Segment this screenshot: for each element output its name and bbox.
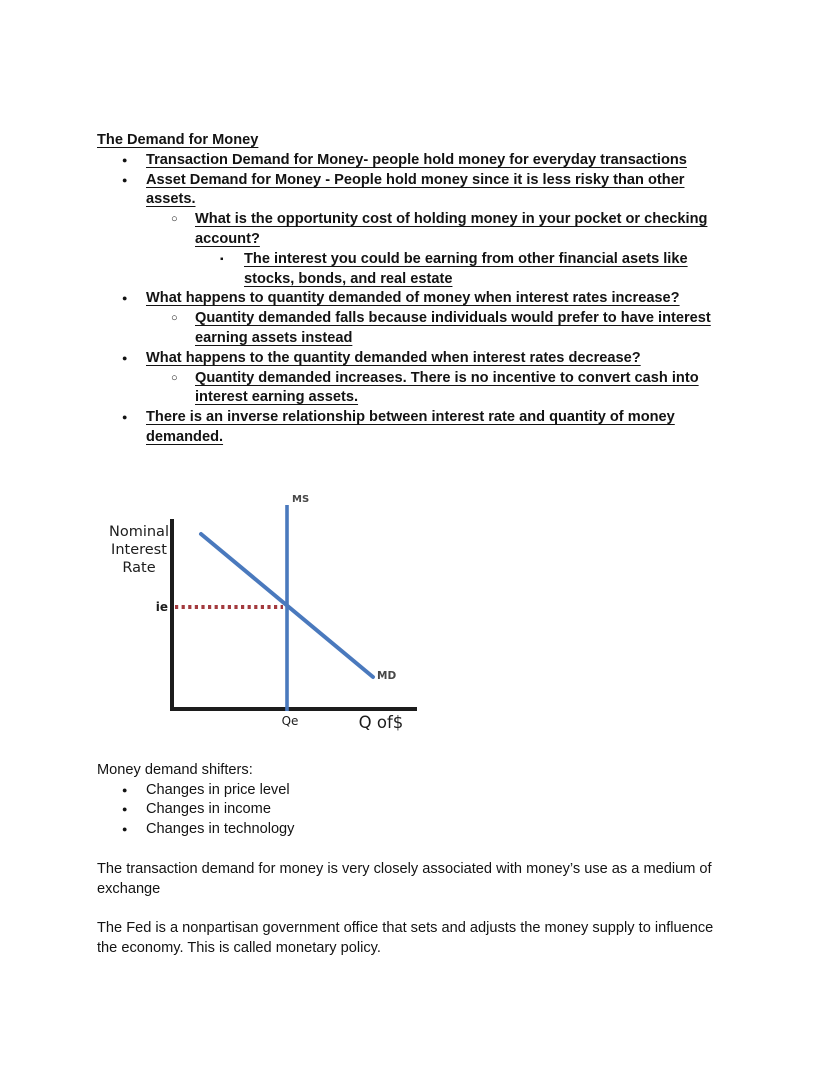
shifters-block [97, 761, 735, 840]
shifter-text: Changes in price level [146, 781, 290, 798]
paragraph-fed: The Fed is a nonpartisan government office that sets and adjusts the money supply to influence the economy. This is called monetary policy. [97, 920, 714, 956]
note-bullet [97, 289, 735, 309]
md-label: MD [377, 669, 397, 682]
shifter-text: Changes in technology [146, 821, 295, 838]
bullet-marker: ○ [171, 213, 178, 226]
note-bullet [97, 349, 735, 369]
qe-label: Qe [281, 713, 299, 728]
doc-title-text: The Demand for Money [97, 132, 259, 148]
shifter-text: Changes in income [146, 801, 271, 818]
note-bullet [97, 369, 735, 409]
bullet-marker: ● [122, 293, 128, 304]
note-bullet [97, 210, 735, 250]
bullet-marker: ● [122, 154, 128, 165]
note-text: Quantity demanded falls because individuals would prefer to have interest earning assets instead [195, 310, 711, 346]
x-axis-label: Q of$ [358, 712, 404, 732]
note-bullet [97, 250, 735, 290]
money-market-figure [99, 487, 425, 743]
doc-title [97, 131, 735, 151]
bullet-marker: ● [122, 804, 128, 815]
note-text: Quantity demanded increases. There is no incentive to convert cash into interest earning assets. [195, 369, 699, 406]
bullet-marker: ○ [171, 312, 178, 325]
shifters-heading: Money demand shifters: [97, 761, 253, 778]
bullet-marker: ▪ [220, 253, 224, 265]
shifter-item [97, 800, 735, 820]
note-text: Asset Demand for Money - People hold money since it is less risky than other assets. [146, 171, 685, 208]
bullet-marker: ● [122, 174, 128, 185]
note-text: There is an inverse relationship between interest rate and quantity of money demanded. [146, 409, 675, 445]
document-content [97, 131, 735, 959]
note-bullet [97, 309, 735, 349]
y-axis-label-line1: Nominal [109, 523, 169, 540]
shifter-item [97, 820, 735, 840]
note-bullet [97, 151, 735, 171]
note-text: What happens to quantity demanded of money when interest rates increase? [146, 290, 680, 307]
ie-label: ie [155, 599, 168, 614]
y-axis-label-line3: Rate [122, 559, 156, 576]
note-text: What happens to the quantity demanded when interest rates decrease? [146, 349, 641, 366]
ms-label: MS [292, 493, 310, 505]
bottom-section [97, 761, 735, 959]
note-text: The interest you could be earning from other financial asets like stocks, bonds, and real estate [244, 250, 688, 287]
note-bullet [97, 408, 735, 448]
bullet-marker: ● [122, 784, 128, 795]
y-axis-label-line2: Interest [111, 541, 167, 558]
note-text: What is the opportunity cost of holding money in your pocket or checking account? [195, 211, 708, 247]
shifter-item [97, 781, 735, 801]
bullet-marker: ● [122, 824, 128, 835]
bullet-marker: ○ [171, 371, 178, 384]
bullet-marker: ● [122, 352, 128, 363]
note-bullet [97, 171, 735, 211]
notes-section [97, 131, 735, 448]
bullet-marker: ● [122, 412, 128, 423]
note-text: Transaction Demand for Money- people hold money for everyday transactions [146, 151, 687, 168]
paragraph-transaction-demand: The transaction demand for money is very closely associated with money’s use as a medium of exchange [97, 860, 712, 897]
